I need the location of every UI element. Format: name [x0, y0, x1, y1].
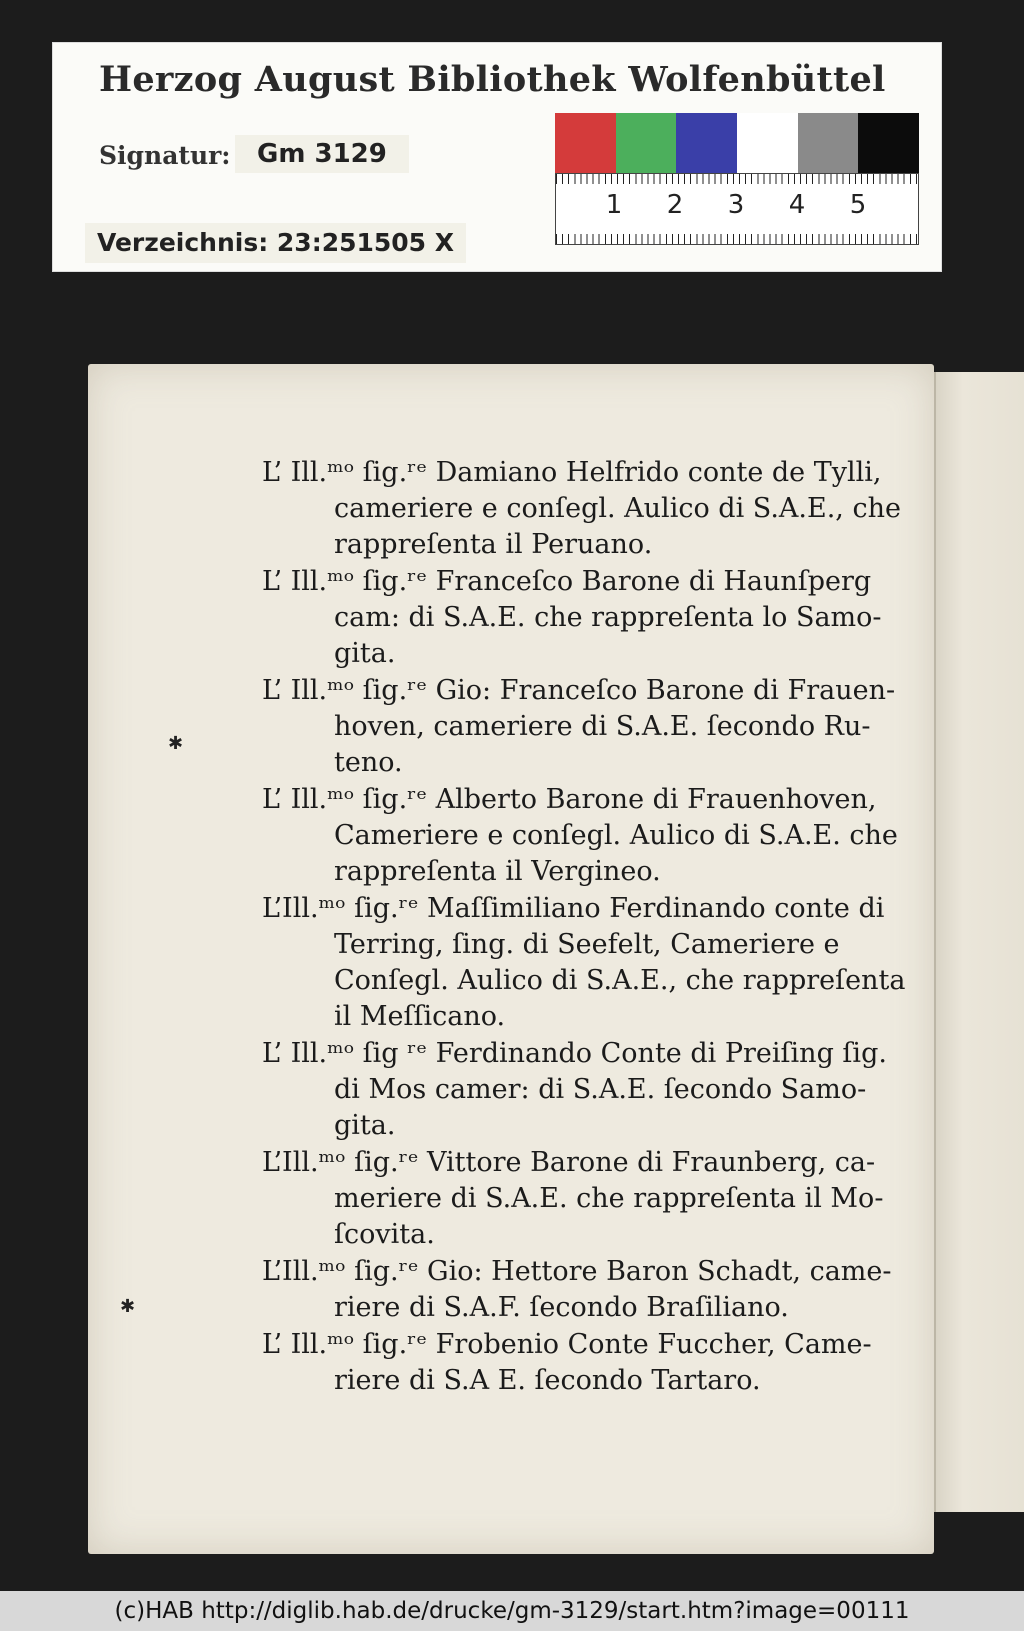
- ruler-number: 2: [666, 190, 684, 220]
- list-item: [262, 1254, 910, 1326]
- ruler-number: 3: [727, 190, 745, 220]
- entry-line: di Mos camer: di S.A.E. ſecondo Samo-: [334, 1074, 867, 1105]
- entry-line: il Meſſicano.: [334, 1001, 506, 1032]
- participant-list: [262, 455, 910, 1400]
- entry-line: Cameriere e conſegl. Aulico di S.A.E. che: [334, 820, 898, 851]
- entry-line: hoven, cameriere di S.A.E. ſecondo Ru-: [334, 711, 871, 742]
- ruler-number: 4: [788, 190, 806, 220]
- ink-speck: ✱: [120, 1296, 136, 1317]
- color-swatch-blue: [676, 113, 737, 173]
- entry-line: riere di S.A.F. ſecondo Braſiliano.: [334, 1292, 789, 1323]
- entry-line: teno.: [334, 747, 403, 778]
- entry-line: cam: di S.A.E. che rappreſenta lo Samo-: [334, 602, 882, 633]
- color-swatch-white: [737, 113, 798, 173]
- entry-line: gita.: [334, 638, 396, 669]
- list-item: [262, 1036, 910, 1144]
- entry-line: gita.: [334, 1110, 396, 1141]
- ruler-number: 1: [605, 190, 623, 220]
- entry-line: Terring, ſing. di Seefelt, Cameriere e: [334, 929, 840, 960]
- entry-line: Conſegl. Aulico di S.A.E., che rappreſenta: [334, 965, 906, 996]
- entry-line: L’Ill.ᵐᵒ ſig.ʳᵉ Gio: Hettore Baron Schadt, came-: [262, 1256, 892, 1287]
- signatur-value: Gm 3129: [235, 135, 409, 173]
- list-item: [262, 891, 910, 1035]
- list-item: [262, 455, 910, 563]
- entry-line: L’ Ill.ᵐᵒ ſig.ʳᵉ Gio: Franceſco Barone di Frauen-: [262, 675, 896, 706]
- entry-line: L’ Ill.ᵐᵒ ſig.ʳᵉ Alberto Barone di Frauenhoven,: [262, 784, 877, 815]
- list-item: [262, 673, 910, 781]
- entry-line: L’Ill.ᵐᵒ ſig.ʳᵉ Maſſimiliano Ferdinando conte di: [262, 893, 885, 924]
- library-label-card: [52, 42, 942, 272]
- ink-speck: ✱: [168, 733, 184, 754]
- book-page-edge: [934, 372, 1024, 1512]
- color-swatch-black: [858, 113, 919, 173]
- entry-line: riere di S.A E. ſecondo Tartaro.: [334, 1365, 761, 1396]
- entry-line: rappreſenta il Vergineo.: [334, 856, 661, 887]
- color-swatch-gray: [798, 113, 859, 173]
- entry-line: L’ Ill.ᵐᵒ ſig.ʳᵉ Damiano Helfrido conte de Tylli,: [262, 457, 882, 488]
- entry-line: meriere di S.A.E. che rappreſenta il Mo-: [334, 1183, 884, 1214]
- entry-line: L’Ill.ᵐᵒ ſig.ʳᵉ Vittore Barone di Fraunberg, ca-: [262, 1147, 876, 1178]
- color-swatch-red: [555, 113, 616, 173]
- entry-line: cameriere e conſegl. Aulico di S.A.E., che: [334, 493, 901, 524]
- verzeichnis-label: Verzeichnis: 23:251505 X: [85, 223, 466, 263]
- signatur-label: Signatur:: [99, 141, 231, 170]
- library-name: Herzog August Bibliothek Wolfenbüttel: [99, 59, 886, 100]
- ruler-number: 5: [849, 190, 867, 220]
- entry-line: rappreſenta il Peruano.: [334, 529, 653, 560]
- entry-line: L’ Ill.ᵐᵒ ſig ʳᵉ Ferdinando Conte di Preiſing ſig.: [262, 1038, 887, 1069]
- scale-ruler: [555, 173, 919, 245]
- list-item: [262, 1327, 910, 1399]
- list-item: [262, 564, 910, 672]
- entry-line: ſcovita.: [334, 1219, 435, 1250]
- entry-line: L’ Ill.ᵐᵒ ſig.ʳᵉ Franceſco Barone di Haunſperg: [262, 566, 872, 597]
- copyright-footer: (c)HAB http://diglib.hab.de/drucke/gm-3129/start.htm?image=00111: [0, 1591, 1024, 1631]
- list-item: [262, 1145, 910, 1253]
- entry-line: L’ Ill.ᵐᵒ ſig.ʳᵉ Frobenio Conte Fuccher, Came-: [262, 1329, 872, 1360]
- color-calibration-bar: [555, 113, 919, 173]
- color-swatch-green: [616, 113, 677, 173]
- list-item: [262, 782, 910, 890]
